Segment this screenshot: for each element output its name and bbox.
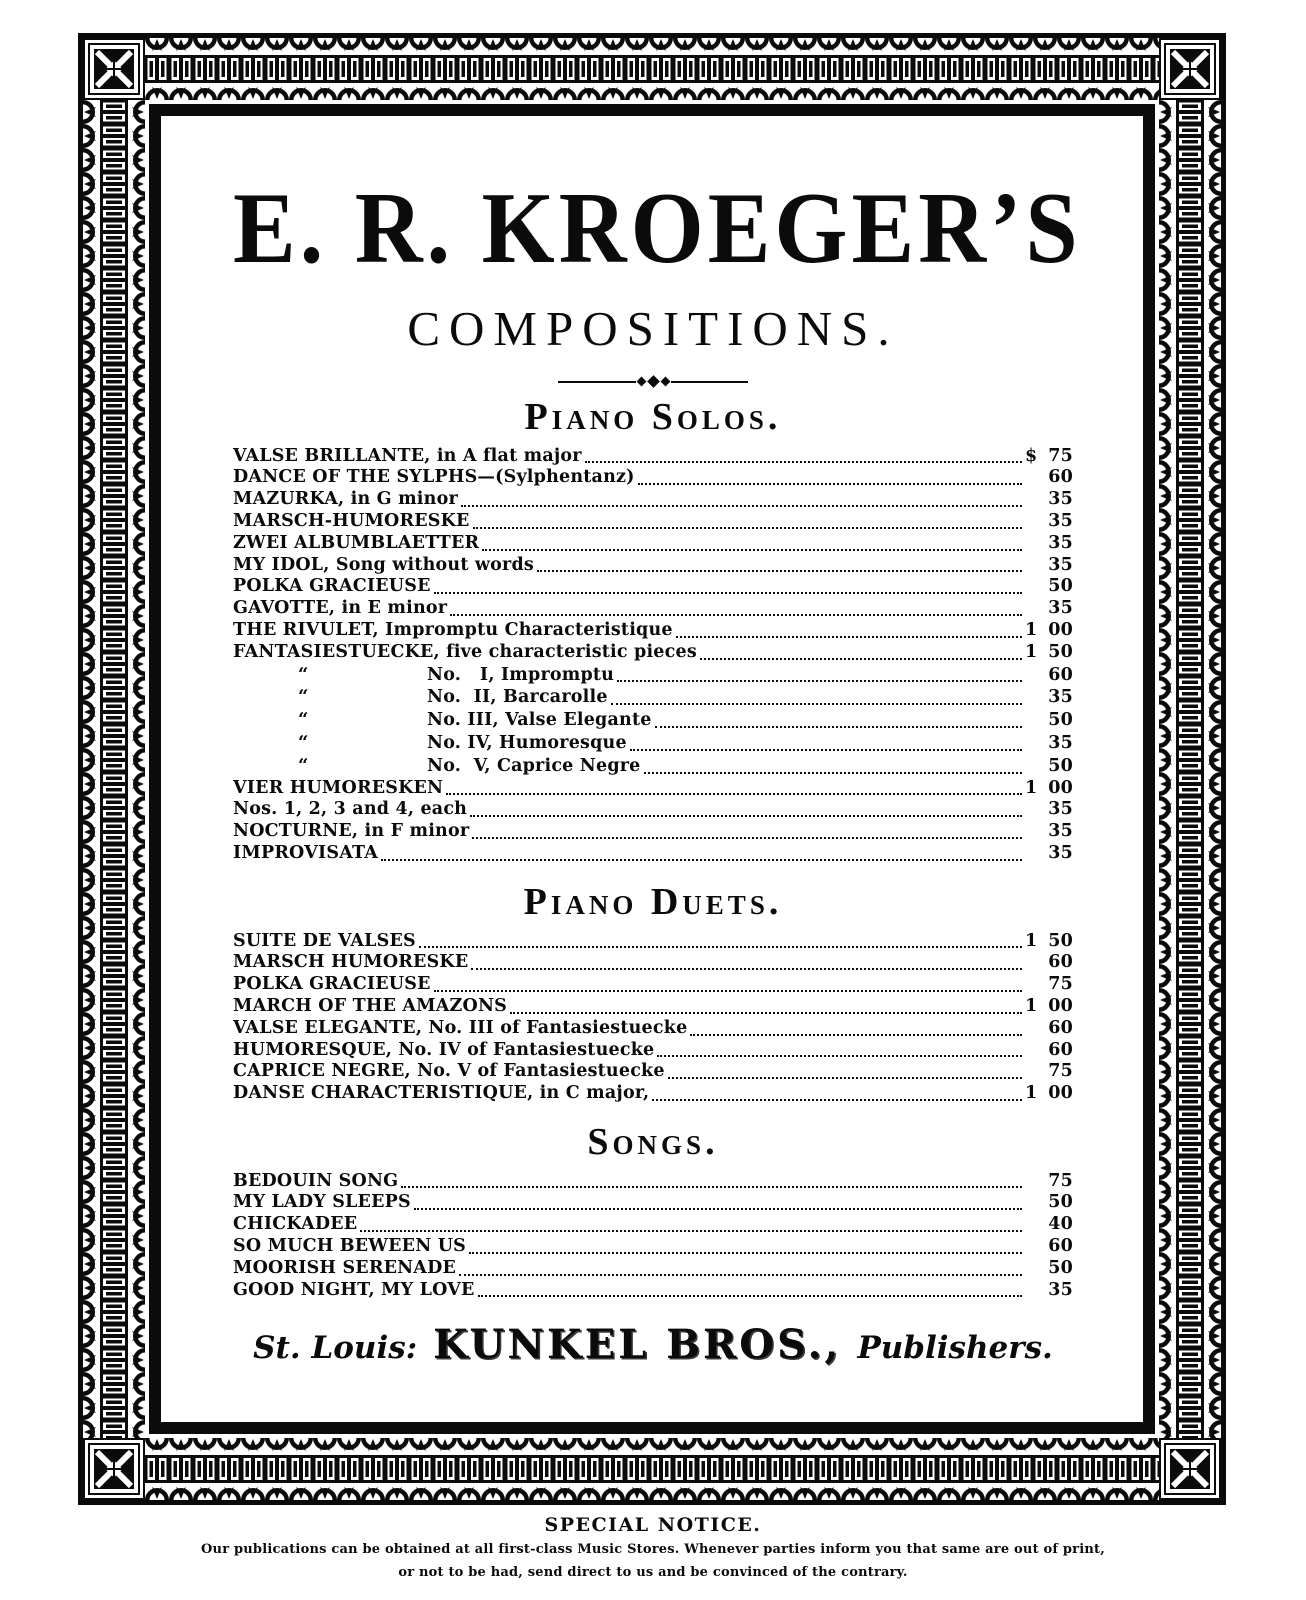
dotted-leader <box>652 1099 1022 1101</box>
divider-line <box>671 381 749 383</box>
item-price <box>1025 931 1073 953</box>
item-price: 50 <box>1048 576 1073 597</box>
section-heading: Piano Duets. <box>523 880 783 923</box>
list-item <box>233 1280 1073 1302</box>
dotted-leader <box>700 658 1022 660</box>
list-item <box>233 996 1073 1018</box>
item-price: 75 <box>1048 1170 1073 1191</box>
list-item <box>233 1061 1073 1083</box>
item-title: FANTASIESTUECKE, five characteristic pieces <box>233 641 697 662</box>
item-price <box>1025 1083 1073 1105</box>
compositions-title: COMPOSITIONS. <box>407 301 899 356</box>
dotted-leader <box>657 1055 1022 1057</box>
item-title: No. IV, Humoresque <box>427 733 627 754</box>
list-item <box>233 642 1073 664</box>
corner-ornament <box>1160 1439 1220 1499</box>
item-price <box>1025 620 1073 642</box>
list-item <box>233 576 1073 598</box>
dotted-leader <box>585 461 1022 463</box>
item-title: MY IDOL, Song without words <box>233 554 534 575</box>
item-title: THE RIVULET, Impromptu Characteristique <box>233 620 673 641</box>
list-item <box>233 843 1073 865</box>
list-item <box>233 1236 1073 1258</box>
item-price: 50 <box>1048 1192 1073 1213</box>
section-heading: Songs. <box>587 1120 719 1163</box>
item-price: 35 <box>1048 554 1073 575</box>
item-title: VIER HUMORESKEN <box>233 777 444 798</box>
item-title: CHICKADEE <box>233 1214 358 1235</box>
dotted-leader <box>414 1208 1022 1210</box>
dotted-leader <box>510 1012 1022 1014</box>
item-price: 35 <box>1048 1279 1073 1300</box>
item-title: No. V, Caprice Negre <box>427 755 641 776</box>
list-item <box>233 555 1073 577</box>
item-title: No. III, Valse Elegante <box>427 710 652 731</box>
list-item <box>233 533 1073 555</box>
item-title: VALSE ELEGANTE, No. III of Fantasiestuecke <box>233 1017 688 1038</box>
item-price: 40 <box>1048 1214 1073 1235</box>
item-price: 60 <box>1048 664 1073 685</box>
divider-ornament <box>558 377 748 386</box>
divider-diamond <box>647 375 660 388</box>
item-title: Nos. 1, 2, 3 and 4, each <box>233 799 468 820</box>
list-item <box>233 931 1073 953</box>
item-price: 35 <box>1048 733 1073 754</box>
item-title: MY LADY SLEEPS <box>233 1192 411 1213</box>
item-title: HUMORESQUE, No. IV of Fantasiestuecke <box>233 1039 655 1060</box>
list-item <box>233 489 1073 511</box>
list-item <box>233 709 1073 732</box>
item-price: 35 <box>1048 532 1073 553</box>
price-dollars: 1 <box>1025 1083 1038 1104</box>
item-price: 35 <box>1048 843 1073 864</box>
inner-frame <box>149 104 1155 1434</box>
list-item <box>233 974 1073 996</box>
special-notice-line1: Our publications can be obtained at all first-class Music Stores. Whenever parties inform you that same are out of print, <box>201 1542 1105 1557</box>
dotted-leader <box>401 1186 1022 1188</box>
dotted-leader <box>471 968 1022 970</box>
section-heading: Piano Solos. <box>524 396 782 438</box>
price-cents: 00 <box>1048 620 1073 641</box>
price-dollars: 1 <box>1025 930 1038 951</box>
list-item <box>233 732 1073 755</box>
ditto-mark: “ <box>298 663 309 685</box>
price-dollars: 1 <box>1025 995 1038 1016</box>
list-item <box>233 1018 1073 1040</box>
dotted-leader <box>472 837 1022 839</box>
item-price: 35 <box>1048 687 1073 708</box>
dotted-leader <box>446 793 1022 795</box>
item-title: IMPROVISATA <box>233 843 379 864</box>
item-title: No. I, Impromptu <box>427 664 615 685</box>
list-item <box>233 1258 1073 1280</box>
item-price: 35 <box>1048 598 1073 619</box>
item-title: SUITE DE VALSES <box>233 930 416 951</box>
price-dollars: 1 <box>1025 641 1038 662</box>
price-cents: 75 <box>1048 445 1073 466</box>
ditto-mark: “ <box>298 754 309 776</box>
list-item <box>233 778 1073 800</box>
divider-diamond <box>636 377 646 387</box>
special-notice-line2: or not to be had, send direct to us and be convinced of the contrary. <box>398 1564 908 1580</box>
list-item <box>233 1083 1073 1105</box>
list-item <box>233 1192 1073 1214</box>
dotted-leader <box>434 592 1022 594</box>
special-notice-heading: SPECIAL NOTICE. <box>544 1514 762 1536</box>
item-title: POLKA GRACIEUSE <box>233 974 431 995</box>
dotted-leader <box>655 726 1022 728</box>
item-price: 35 <box>1048 821 1073 842</box>
price-list <box>233 1171 1073 1302</box>
item-price <box>1025 446 1073 468</box>
dotted-leader <box>461 505 1022 507</box>
item-title: NOCTURNE, in F minor <box>233 821 470 842</box>
price-list <box>233 931 1073 1105</box>
item-price <box>1025 996 1073 1018</box>
item-title: VALSE BRILLANTE, in A flat major <box>233 445 582 466</box>
item-price: 35 <box>1048 489 1073 510</box>
price-dollars: 1 <box>1025 777 1038 798</box>
composer-title: E. R. KROEGER’S <box>233 172 1082 285</box>
dotted-leader <box>473 527 1022 529</box>
item-title: MARCH OF THE AMAZONS <box>233 995 507 1016</box>
item-title: ZWEI ALBUMBLAETTER <box>233 532 480 553</box>
price-dollars: 1 <box>1025 620 1038 641</box>
item-title: CAPRICE NEGRE, No. V of Fantasiestuecke <box>233 1061 665 1082</box>
dotted-leader <box>381 859 1022 861</box>
dotted-leader <box>668 1077 1022 1079</box>
item-title: DANCE OF THE SYLPHS—(Sylphentanz) <box>233 467 635 488</box>
special-notice <box>0 1514 1306 1581</box>
catalog-content <box>161 116 1143 1422</box>
item-price: 75 <box>1048 974 1073 995</box>
list-item <box>233 446 1073 468</box>
list-item <box>233 664 1073 687</box>
price-list <box>233 446 1073 865</box>
dotted-leader <box>617 680 1022 682</box>
item-title: MARSCH-HUMORESKE <box>233 511 470 532</box>
dotted-leader <box>537 570 1022 572</box>
list-item <box>233 1171 1073 1193</box>
publisher-name: KUNKEL BROS., <box>433 1321 842 1369</box>
item-title: MARSCH HUMORESKE <box>233 952 469 973</box>
item-title: MAZURKA, in G minor <box>233 489 458 510</box>
item-title: GOOD NIGHT, MY LOVE <box>233 1279 475 1300</box>
item-price <box>1025 642 1073 664</box>
corner-ornament <box>84 39 144 99</box>
dotted-leader <box>434 990 1022 992</box>
dotted-leader <box>450 614 1022 616</box>
item-title: SO MUCH BEWEEN US <box>233 1235 467 1256</box>
price-cents: 00 <box>1048 995 1073 1016</box>
publisher-role: Publishers. <box>857 1330 1053 1367</box>
corner-ornament <box>1160 39 1220 99</box>
dotted-leader <box>611 703 1022 705</box>
item-title: GAVOTTE, in E minor <box>233 598 448 619</box>
publisher-line <box>233 1321 1073 1368</box>
ornamental-plate <box>78 33 1226 1505</box>
catalog-sections <box>233 396 1073 1301</box>
price-cents: 00 <box>1048 1083 1073 1104</box>
dotted-leader <box>630 749 1022 751</box>
item-price: 35 <box>1048 511 1073 532</box>
dotted-leader <box>644 772 1022 774</box>
divider-line <box>558 381 636 383</box>
item-title: No. II, Barcarolle <box>427 687 608 708</box>
item-price: 35 <box>1048 799 1073 820</box>
dotted-leader <box>482 549 1022 551</box>
ditto-mark: “ <box>298 732 309 754</box>
publisher-city: St. Louis: <box>253 1330 418 1367</box>
dotted-leader <box>638 483 1022 485</box>
price-cents: 50 <box>1048 641 1073 662</box>
item-title: DANSE CHARACTERISTIQUE, in C major, <box>233 1083 650 1104</box>
list-item <box>233 1214 1073 1236</box>
dotted-leader <box>470 815 1022 817</box>
item-title: POLKA GRACIEUSE <box>233 576 431 597</box>
list-item <box>233 598 1073 620</box>
list-item <box>233 952 1073 974</box>
ditto-mark: “ <box>298 686 309 708</box>
item-price: 60 <box>1048 952 1073 973</box>
item-price: 60 <box>1048 467 1073 488</box>
corner-ornament <box>84 1439 144 1499</box>
price-cents: 00 <box>1048 777 1073 798</box>
dotted-leader <box>478 1295 1022 1297</box>
item-price: 75 <box>1048 1061 1073 1082</box>
ditto-mark: “ <box>298 709 309 731</box>
dotted-leader <box>419 946 1022 948</box>
item-price: 60 <box>1048 1235 1073 1256</box>
price-cents: 50 <box>1048 930 1073 951</box>
dotted-leader <box>459 1274 1022 1276</box>
item-price: 60 <box>1048 1017 1073 1038</box>
item-title: MOORISH SERENADE <box>233 1257 457 1278</box>
price-dollars: $ <box>1025 445 1038 466</box>
item-price <box>1025 778 1073 800</box>
list-item <box>233 620 1073 642</box>
divider-diamond <box>660 377 670 387</box>
dotted-leader <box>360 1230 1022 1232</box>
list-item <box>233 821 1073 843</box>
list-item <box>233 755 1073 778</box>
list-item <box>233 799 1073 821</box>
list-item <box>233 1040 1073 1062</box>
list-item <box>233 686 1073 709</box>
dotted-leader <box>690 1034 1022 1036</box>
dotted-leader <box>469 1252 1022 1254</box>
list-item <box>233 467 1073 489</box>
dotted-leader <box>676 636 1022 638</box>
list-item <box>233 511 1073 533</box>
item-price: 50 <box>1048 1257 1073 1278</box>
item-price: 50 <box>1048 755 1073 776</box>
item-title: BEDOUIN SONG <box>233 1170 399 1191</box>
item-price: 50 <box>1048 710 1073 731</box>
item-price: 60 <box>1048 1039 1073 1060</box>
